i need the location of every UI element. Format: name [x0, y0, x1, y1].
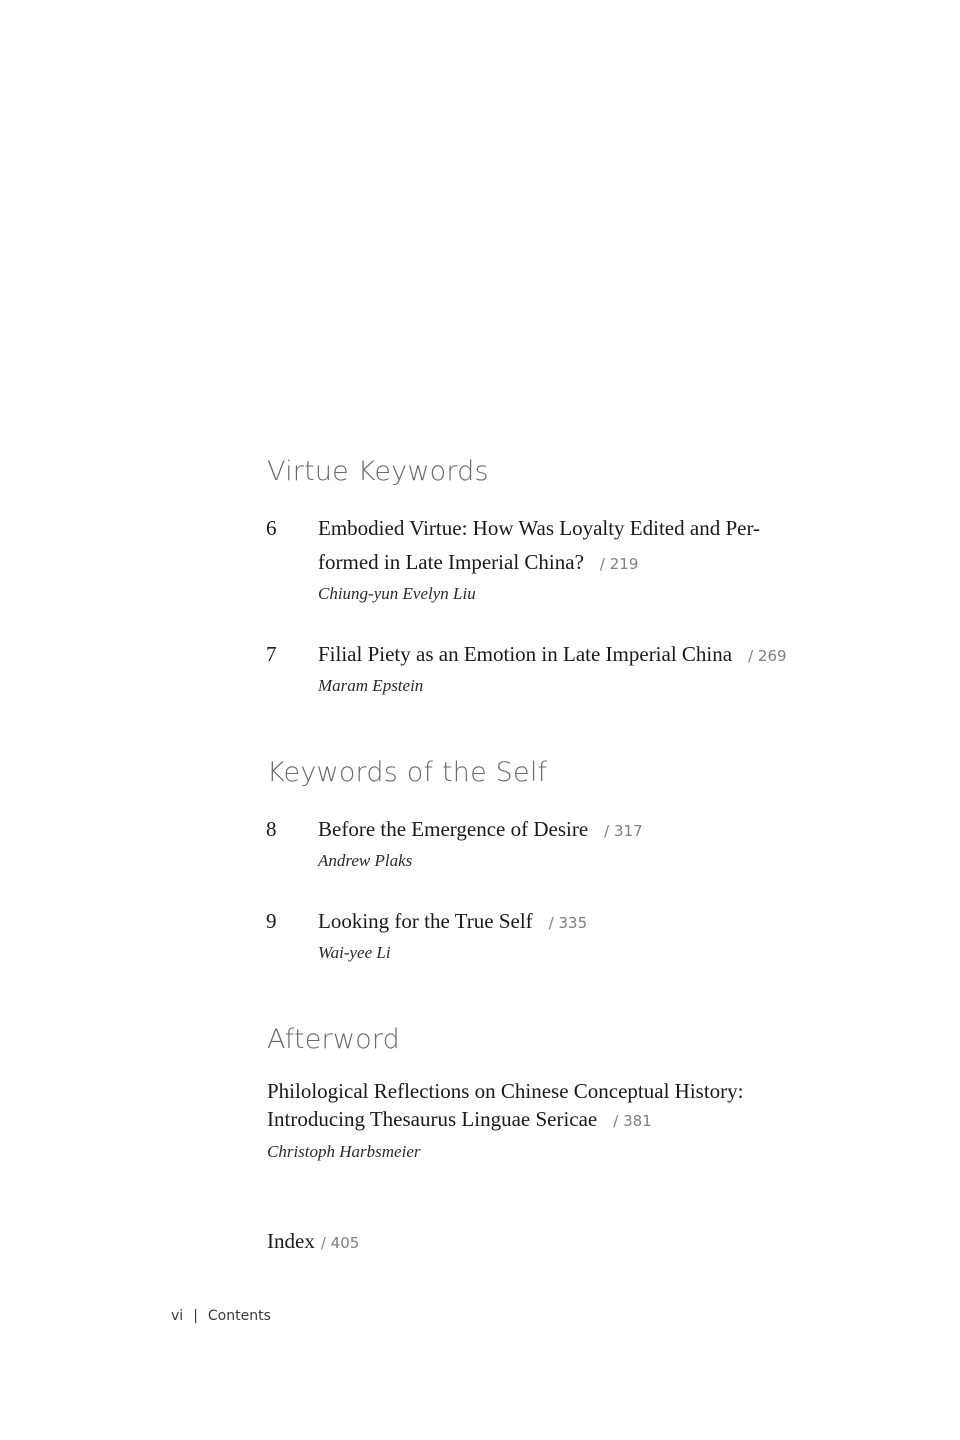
chapter-title-text: Looking for the True Self [318, 909, 533, 933]
page-number: / 219 [599, 555, 639, 573]
section-heading-keywords-of-the-self: Keywords of the Self [267, 757, 548, 788]
afterword-title-line2 [267, 1105, 652, 1135]
page-number: / 381 [613, 1112, 652, 1130]
chapter-author: Maram Epstein [318, 676, 424, 695]
afterword-title-line1: Philological Reflections on Chinese Conceptual History: [267, 1079, 744, 1103]
folio-number: vi [171, 1308, 184, 1324]
chapter-number: 6 [266, 516, 277, 540]
page-number: / 405 [320, 1234, 360, 1252]
chapter-author: Wai-yee Li [318, 943, 391, 962]
chapter-number: 7 [266, 642, 277, 666]
index-label: Index [267, 1229, 315, 1253]
chapter-author: Andrew Plaks [318, 851, 413, 870]
page-footer [171, 1308, 271, 1324]
chapter-title-line1: Embodied Virtue: How Was Loyalty Edited and Per- [318, 516, 761, 540]
afterword-title-text: Introducing Thesaurus Linguae Sericae [267, 1107, 598, 1131]
chapter-title-line1 [318, 904, 587, 940]
section-heading-virtue-keywords: Virtue Keywords [267, 456, 489, 487]
afterword-author: Christoph Harbsmeier [267, 1142, 421, 1161]
page-number: / 335 [548, 914, 588, 932]
page-number: / 317 [604, 822, 643, 840]
chapter-title-text: Before the Emergence of Desire [318, 817, 589, 841]
chapter-title-text: formed in Late Imperial China? [318, 550, 584, 574]
footer-separator: | [193, 1308, 198, 1324]
page-number: / 269 [748, 647, 787, 665]
toc-entry-index[interactable] [267, 1229, 359, 1254]
chapter-title-line1 [318, 812, 643, 848]
chapter-title-line2 [318, 545, 638, 581]
chapter-title-line1 [318, 637, 787, 673]
chapter-author: Chiung-yun Evelyn Liu [318, 584, 476, 603]
chapter-title-text: Filial Piety as an Emotion in Late Imperial China [318, 642, 733, 666]
chapter-number: 9 [266, 909, 277, 933]
running-head: Contents [207, 1308, 271, 1324]
section-heading-afterword: Afterword [267, 1024, 401, 1055]
chapter-number: 8 [266, 817, 277, 841]
